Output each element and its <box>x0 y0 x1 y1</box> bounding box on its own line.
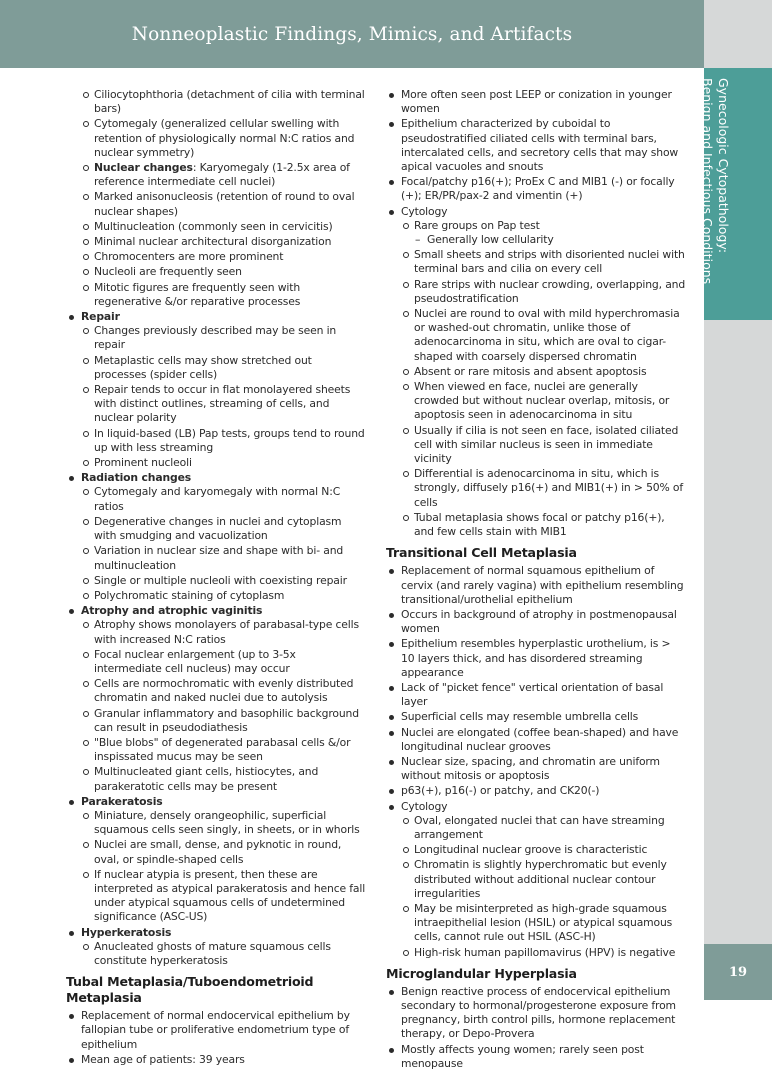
list-item: Degenerative changes in nuclei and cytoplasm with smudging and vacuolization <box>81 515 366 543</box>
list-item: When viewed en face, nuclei are generally crowded but without nuclear overlap, mitosis, or apoptosis seen in adenocarcinoma in situ <box>401 380 686 423</box>
list-item: Mitotic figures are frequently seen with regenerative &/or reparative processes <box>81 281 366 309</box>
list-item: Focal/patchy p16(+); ProEx C and MIB1 (-) or focally (+); ER/PR/pax-2 and vimentin (+) <box>386 175 686 203</box>
list-item: If nuclear atypia is present, then these are interpreted as atypical parakeratosis and hence fall under atypical squamous cells of undetermined significance (ASC-US) <box>81 868 366 925</box>
item-label: Cytology <box>401 204 448 218</box>
list-item-radiation <box>66 471 366 603</box>
tubal-continued-list <box>386 88 686 539</box>
list-item: Cells are normochromatic with evenly distributed chromatin and naked nuclei due to autolysis <box>81 677 366 705</box>
section-heading-transitional-cell-metaplasia: Transitional Cell Metaplasia <box>386 545 577 561</box>
list-item <box>81 161 366 189</box>
carryover-list <box>81 88 366 309</box>
list-item-cytology <box>386 800 686 960</box>
tubal-list <box>66 1009 366 1067</box>
item-label: Radiation changes <box>81 471 192 485</box>
list-item: Usually if cilia is not seen en face, isolated ciliated cell with similar nucleus is seen in immediate vicinity <box>401 424 686 467</box>
list-item: Superficial cells may resemble umbrella cells <box>386 710 686 724</box>
sub-list <box>81 809 366 925</box>
list-item: May be misinterpreted as high-grade squamous intraepithelial lesion (HSIL) or atypical squamous cells, cannot rule out HSIL (ASC-H) <box>401 902 686 945</box>
right-column <box>386 88 686 1072</box>
left-main-list <box>66 310 366 968</box>
chapter-title-line-2: Benign and Infectious Conditions <box>700 78 716 285</box>
list-item: Nuclei are round to oval with mild hyperchromasia or washed-out chromatin, unlike those of adenocarcinoma in situ, which are oval to cigar-shaped with coarsely dispersed chromatin <box>401 307 686 364</box>
list-item: Prominent nucleoli <box>81 456 366 470</box>
list-item: Chromatin is slightly hyperchromatic but evenly distributed without additional nuclear contour irregularities <box>401 858 686 901</box>
list-item: Changes previously described may be seen in repair <box>81 324 366 352</box>
list-item: Chromocenters are more prominent <box>81 250 366 264</box>
list-item: Mostly affects young women; rarely seen post menopause <box>386 1043 686 1071</box>
list-item: Repair tends to occur in flat monolayered sheets with distinct outlines, streaming of cells, and nuclear polarity <box>81 383 366 426</box>
sub-list <box>81 485 366 603</box>
list-item-hyperkeratosis <box>66 926 366 969</box>
list-item: Atrophy shows monolayers of parabasal-type cells with increased N:C ratios <box>81 618 366 646</box>
list-item: Cytomegaly (generalized cellular swelling with retention of physiologically normal N:C ratios and nuclear symmetry) <box>81 117 366 160</box>
section-heading-microglandular-hyperplasia: Microglandular Hyperplasia <box>386 965 577 981</box>
chapter-title-line-1: Gynecologic Cytopathology: <box>716 78 731 254</box>
list-item: Epithelium resembles hyperplastic urothelium, is > 10 layers thick, and has disordered streaming appearance <box>386 637 686 680</box>
list-item: p63(+), p16(-) or patchy, and CK20(-) <box>386 784 686 798</box>
list-item-atrophy <box>66 604 366 794</box>
sub-list <box>401 814 686 960</box>
list-item: Marked anisonucleosis (retention of round to oval nuclear shapes) <box>81 190 366 218</box>
list-item: Focal nuclear enlargement (up to 3-5x intermediate cell nucleus) may occur <box>81 648 366 676</box>
list-item: Miniature, densely orangeophilic, superficial squamous cells seen singly, in sheets, or in whorls <box>81 809 366 837</box>
list-item: Anucleated ghosts of mature squamous cells constitute hyperkeratosis <box>81 940 366 968</box>
list-item-cytology <box>386 205 686 540</box>
list-item-repair <box>66 310 366 470</box>
list-item: "Blue blobs" of degenerated parabasal cells &/or inspissated mucus may be seen <box>81 736 366 764</box>
list-item: Nuclear size, spacing, and chromatin are uniform without mitosis or apoptosis <box>386 755 686 783</box>
list-item: Rare strips with nuclear crowding, overlapping, and pseudostratification <box>401 278 686 306</box>
list-item: Multinucleation (commonly seen in cervicitis) <box>81 220 366 234</box>
page-number: 19 <box>728 965 748 980</box>
list-item: – Generally low cellularity <box>414 233 686 247</box>
list-item: Ciliocytophthoria (detachment of cilia with terminal bars) <box>81 88 366 116</box>
list-item: Tubal metaplasia shows focal or patchy p16(+), and few cells stain with MIB1 <box>401 511 686 539</box>
item-text: Rare groups on Pap test <box>414 218 540 232</box>
list-item: Differential is adenocarcinoma in situ, which is strongly, diffusely p16(+) and MIB1(+) in > 50% of cells <box>401 467 686 510</box>
list-item: Mean age of patients: 39 years <box>66 1053 366 1067</box>
item-label: Atrophy and atrophic vaginitis <box>81 604 263 618</box>
list-item: Benign reactive process of endocervical epithelium secondary to hormonal/progesterone exposure from pregnancy, birth control pills, hormone replacement therapy, or Depo-Provera <box>386 985 686 1042</box>
item-label: Repair <box>81 310 120 324</box>
list-item: Nuclei are small, dense, and pyknotic in round, oval, or spindle-shaped cells <box>81 838 366 866</box>
list-item: Minimal nuclear architectural disorganization <box>81 235 366 249</box>
sub-list <box>81 324 366 470</box>
item-label: Parakeratosis <box>81 794 163 808</box>
list-item: Metaplastic cells may show stretched out processes (spider cells) <box>81 354 366 382</box>
list-item: Nuclei are elongated (coffee bean-shaped) and have longitudinal nuclear grooves <box>386 726 686 754</box>
list-item: Longitudinal nuclear groove is characteristic <box>401 843 686 857</box>
list-item: Absent or rare mitosis and absent apoptosis <box>401 365 686 379</box>
section-heading-tubal-metaplasia: Tubal Metaplasia/Tuboendometrioid Metaplasia <box>66 974 314 1006</box>
list-item: More often seen post LEEP or conization in younger women <box>386 88 686 116</box>
term-text: : Karyomegaly (1-2.5x area of reference intermediate cell nuclei) <box>94 161 350 189</box>
list-item: Polychromatic staining of cytoplasm <box>81 589 366 603</box>
item-label: Hyperkeratosis <box>81 925 172 939</box>
list-item: High-risk human papillomavirus (HPV) is negative <box>401 946 686 960</box>
sub-list <box>401 219 686 539</box>
list-item: Nucleoli are frequently seen <box>81 265 366 279</box>
page-title: Nonneoplastic Findings, Mimics, and Artifacts <box>131 24 573 45</box>
list-item: In liquid-based (LB) Pap tests, groups tend to round up with less streaming <box>81 427 366 455</box>
transitional-list <box>386 564 686 959</box>
list-item: Lack of "picket fence" vertical orientation of basal layer <box>386 681 686 709</box>
microglandular-list <box>386 985 686 1071</box>
list-item: Variation in nuclear size and shape with bi- and multinucleation <box>81 544 366 572</box>
left-column <box>66 88 366 1068</box>
sub-sub-list <box>414 233 686 247</box>
list-item: Granular inflammatory and basophilic background can result in pseudodiathesis <box>81 707 366 735</box>
list-item: Replacement of normal squamous epithelium of cervix (and rarely vagina) with epithelium resembling transitional/urothelial epithelium <box>386 564 686 607</box>
sub-list <box>81 618 366 793</box>
item-label: Cytology <box>401 799 448 813</box>
list-item: Multinucleated giant cells, histiocytes, and parakeratotic cells may be present <box>81 765 366 793</box>
list-item <box>401 219 686 247</box>
list-item: Occurs in background of atrophy in postmenopausal women <box>386 608 686 636</box>
list-item: Epithelium characterized by cuboidal to pseudostratified ciliated cells with terminal bars, intercalated cells, and secretory cells that may show apical vacuoles and snouts <box>386 117 686 174</box>
list-item: Single or multiple nucleoli with coexisting repair <box>81 574 366 588</box>
list-item-parakeratosis <box>66 795 366 925</box>
term-label: Nuclear changes <box>94 161 193 175</box>
sub-list <box>81 940 366 968</box>
list-item: Cytomegaly and karyomegaly with normal N:C ratios <box>81 485 366 513</box>
list-item: Small sheets and strips with disoriented nuclei with terminal bars and cilia on every cell <box>401 248 686 276</box>
list-item: Oval, elongated nuclei that can have streaming arrangement <box>401 814 686 842</box>
list-item: Replacement of normal endocervical epithelium by fallopian tube or proliferative endometrium type of epithelium <box>66 1009 366 1052</box>
chapter-tab-label <box>700 78 731 310</box>
